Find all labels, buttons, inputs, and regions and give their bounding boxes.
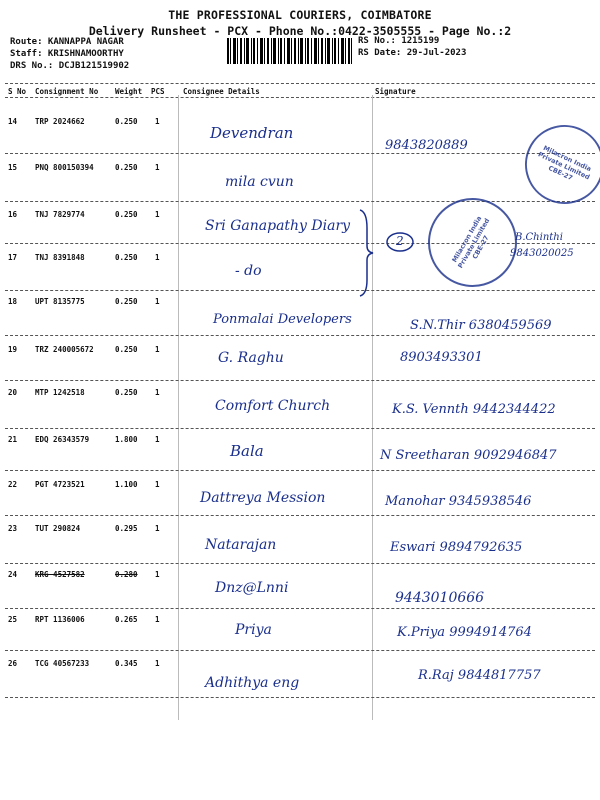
row-pcs: 1 [155, 253, 160, 262]
row-pcs: 1 [155, 297, 160, 306]
row-consignee-handwritten: Natarajan [205, 537, 277, 553]
row-divider [5, 335, 595, 336]
rs-date: RS Date: 29-Jul-2023 [358, 48, 467, 58]
row-consignee-handwritten: mila cvun [225, 174, 294, 190]
company-stamp: Milacron India Private Limited CBE-27 [412, 182, 534, 304]
row-weight: 0.250 [115, 210, 138, 219]
row-signature: N Sreetharan 9092946847 [380, 448, 557, 463]
runsheet-title: Delivery Runsheet - PCX - Phone No.:0422-3505555 - Page No.:2 [88, 24, 512, 38]
row-weight: 0.250 [115, 253, 138, 262]
row-consignee-handwritten: Dnz@Lnni [215, 580, 289, 596]
row-consignee-handwritten: G. Raghu [218, 350, 284, 366]
drs-label: DRS No.: DCJB121519902 [10, 61, 130, 71]
row-sno: 23 [8, 524, 18, 533]
circled-number: 2 [396, 234, 404, 248]
row-divider [5, 153, 595, 154]
row-divider [5, 470, 595, 471]
row-weight: 0.250 [115, 163, 138, 172]
row-consignment: TUT 290824 [35, 524, 81, 533]
row-divider [5, 515, 595, 516]
row-sno: 20 [8, 388, 18, 397]
col-pcs: PCS [151, 87, 165, 96]
row-consignee-handwritten: Dattreya Mession [200, 490, 326, 506]
row-signature: R.Raj 9844817757 [418, 668, 541, 683]
row-sno: 22 [8, 480, 18, 489]
row-pcs: 1 [155, 210, 160, 219]
row-pcs: 1 [155, 480, 160, 489]
row-signature: K.S. Vennth 9442344422 [392, 402, 556, 417]
row-signature: 9443010666 [395, 590, 485, 606]
route-label: Route: KANNAPPA NAGAR [10, 37, 124, 47]
row-divider [5, 290, 595, 291]
row-sno: 25 [8, 615, 18, 624]
row-weight: 0.295 [115, 524, 138, 533]
row-consignment: RPT 1136006 [35, 615, 85, 624]
column-divider [372, 95, 373, 720]
row-sno: 26 [8, 659, 18, 668]
row-weight: 0.250 [115, 117, 138, 126]
row-signature: 9843020025 [510, 248, 574, 259]
row-weight: 1.100 [115, 480, 138, 489]
row-divider [5, 608, 595, 609]
row-consignment: PGT 4723521 [35, 480, 85, 489]
row-pcs: 1 [155, 345, 160, 354]
row-pcs: 1 [155, 524, 160, 533]
row-divider [5, 650, 595, 651]
row-weight: 0.250 [115, 388, 138, 397]
col-consignment: Consignment No [35, 87, 99, 96]
row-pcs: 1 [155, 388, 160, 397]
row-weight: 0.250 [115, 345, 138, 354]
row-consignment: UPT 8135775 [35, 297, 85, 306]
row-pcs: 1 [155, 435, 160, 444]
row-weight: 0.250 [115, 297, 138, 306]
row-consignment: EDQ 26343579 [35, 435, 90, 444]
row-sno: 19 [8, 345, 18, 354]
row-consignee-handwritten: Bala [230, 442, 264, 460]
company-title: THE PROFESSIONAL COURIERS, COIMBATORE [168, 8, 432, 22]
row-divider [5, 380, 595, 381]
row-pcs: 1 [155, 570, 160, 579]
column-divider [178, 95, 179, 720]
row-signature: 8903493301 [400, 350, 483, 365]
row-pcs: 1 [155, 163, 160, 172]
row-consignee-handwritten: Priya [235, 622, 272, 638]
row-weight: 0.345 [115, 659, 138, 668]
barcode [227, 38, 352, 64]
row-pcs: 1 [155, 659, 160, 668]
row-consignee-handwritten: Adhithya eng [205, 675, 300, 691]
row-consignment: MTP 1242518 [35, 388, 85, 397]
row-signature: 9843820889 [385, 138, 468, 153]
col-sno: S No [8, 87, 27, 96]
row-divider [5, 201, 595, 202]
row-pcs: 1 [155, 615, 160, 624]
row-sno: 15 [8, 163, 18, 172]
bracket-mark [355, 208, 385, 298]
row-consignee-handwritten: Ponmalai Developers [213, 312, 352, 327]
row-consignment: TNJ 7829774 [35, 210, 85, 219]
row-signature: B.Chinthi [515, 232, 563, 243]
columns-rule [5, 97, 595, 98]
row-consignment: TNJ 8391848 [35, 253, 85, 262]
row-sno: 14 [8, 117, 18, 126]
row-signature: Manohar 9345938546 [385, 494, 532, 509]
row-sno: 21 [8, 435, 18, 444]
row-signature: K.Priya 9994914764 [397, 625, 532, 640]
row-consignment: KRG 4527582 [35, 570, 85, 579]
row-signature: Eswari 9894792635 [390, 540, 523, 555]
row-consignment: TRP 2024662 [35, 117, 85, 126]
row-sno: 16 [8, 210, 18, 219]
row-weight: 0.265 [115, 615, 138, 624]
staff-label: Staff: KRISHNAMOORTHY [10, 49, 124, 59]
row-consignee-handwritten: Comfort Church [215, 398, 331, 414]
col-signature: Signature [375, 87, 416, 96]
row-divider [5, 428, 595, 429]
row-consignment: TCG 40567233 [35, 659, 90, 668]
row-divider [5, 563, 595, 564]
row-sno: 24 [8, 570, 18, 579]
rs-no: RS No.: 1215199 [358, 36, 440, 46]
row-weight: 0.280 [115, 570, 138, 579]
row-divider [5, 697, 595, 698]
row-consignee-handwritten: Devendran [210, 124, 294, 142]
row-consignee-handwritten: Sri Ganapathy Diary [205, 218, 351, 234]
row-sno: 17 [8, 253, 18, 262]
row-weight: 1.800 [115, 435, 138, 444]
row-signature: S.N.Thir 6380459569 [410, 318, 552, 333]
row-consignment: TRZ 240005672 [35, 345, 94, 354]
row-pcs: 1 [155, 117, 160, 126]
header-rule [5, 83, 595, 84]
row-sno: 18 [8, 297, 18, 306]
col-consignee: Consignee Details [183, 87, 260, 96]
row-consignee-handwritten: - do [235, 263, 262, 279]
col-weight: Weight [115, 87, 143, 96]
row-consignment: PNQ 800150394 [35, 163, 94, 172]
company-stamp: Milacron India Private Limited CBE-27 [512, 112, 600, 217]
